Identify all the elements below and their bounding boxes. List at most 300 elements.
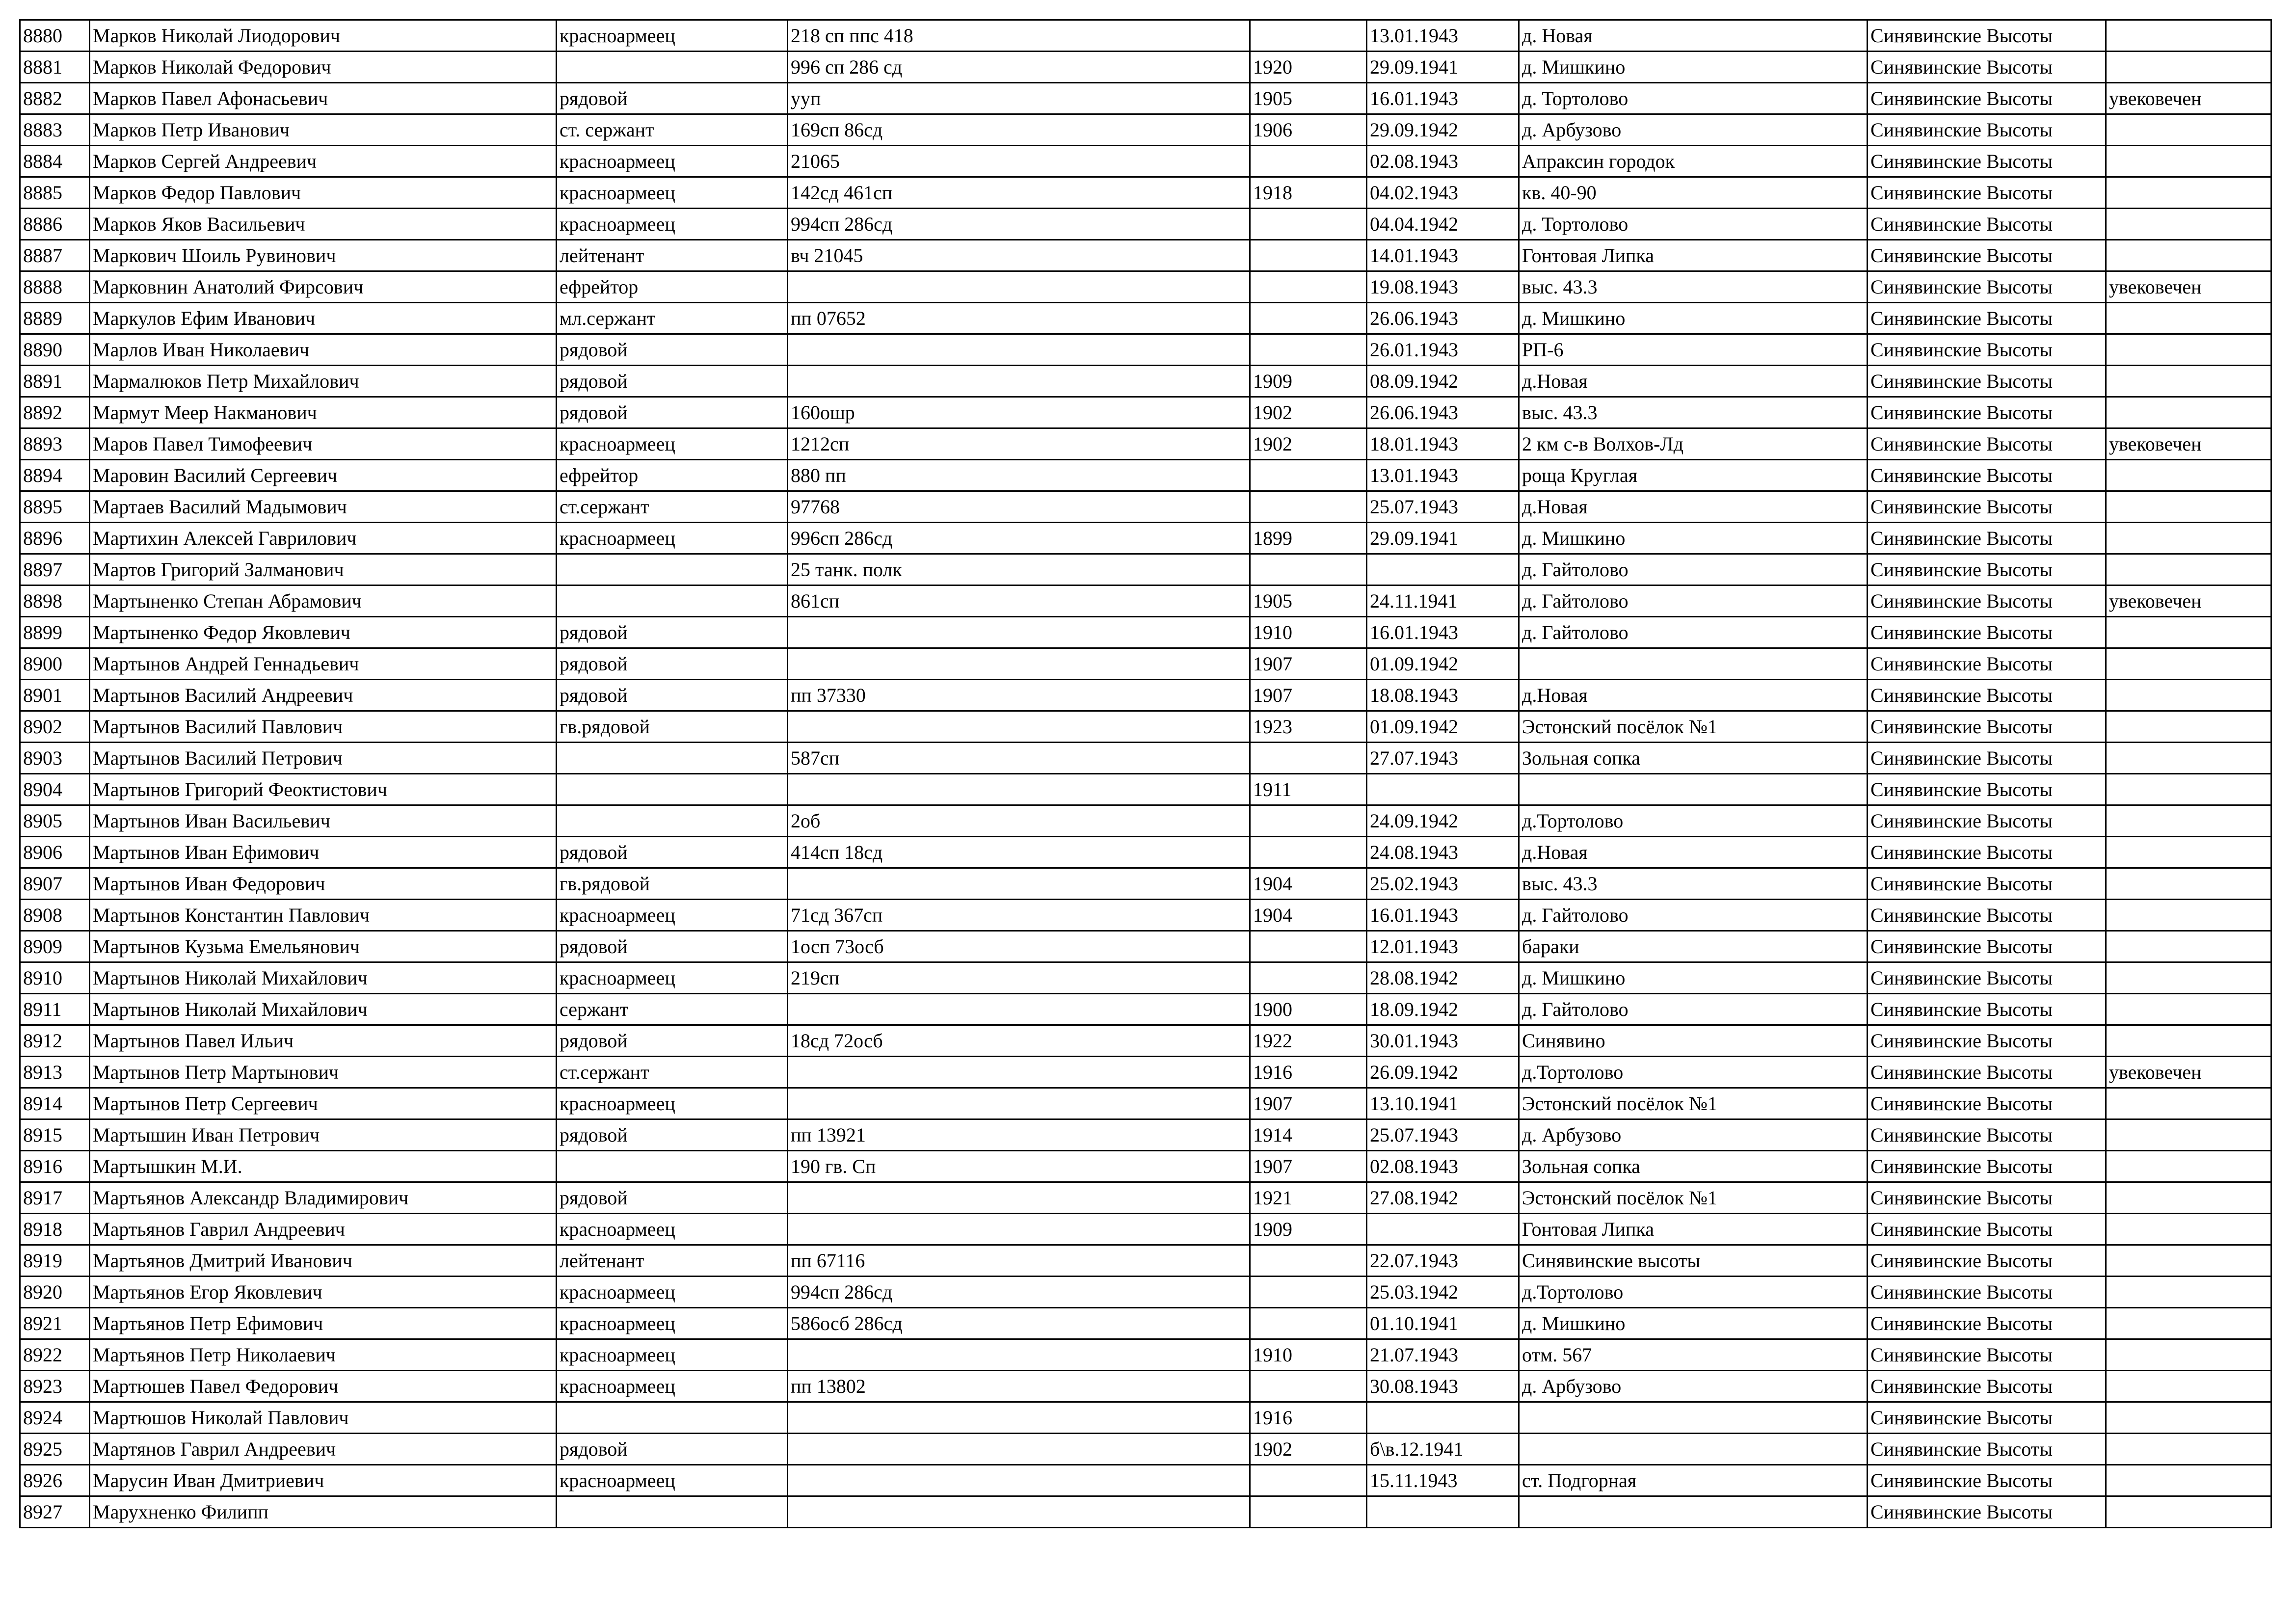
table-row <box>20 868 2271 900</box>
burial-place-cell: Синявинские Высоты <box>1868 900 2106 931</box>
memorial-note-cell: увековечен <box>2106 428 2271 460</box>
military-unit-cell <box>788 1088 1250 1119</box>
birth-year-cell: 1911 <box>1250 774 1367 805</box>
burial-place-cell: Синявинские Высоты <box>1868 1402 2106 1434</box>
birth-year-cell: 1902 <box>1250 1434 1367 1465</box>
burial-place-cell: Синявинские Высоты <box>1868 1057 2106 1088</box>
memorial-note-cell <box>2106 177 2271 209</box>
record-number-cell: 8899 <box>20 617 90 648</box>
military-rank-cell: лейтенант <box>557 240 788 271</box>
death-date-cell: 14.01.1943 <box>1367 240 1519 271</box>
death-place-cell: кв. 40-90 <box>1519 177 1868 209</box>
burial-place-cell: Синявинские Высоты <box>1868 743 2106 774</box>
burial-place-cell: Синявинские Высоты <box>1868 617 2106 648</box>
memorial-note-cell <box>2106 711 2271 743</box>
table-row <box>20 303 2271 334</box>
table-row <box>20 1465 2271 1496</box>
birth-year-cell <box>1250 1308 1367 1339</box>
military-rank-cell: гв.рядовой <box>557 711 788 743</box>
record-number-cell: 8891 <box>20 366 90 397</box>
table-row <box>20 1057 2271 1088</box>
death-date-cell: 02.08.1943 <box>1367 146 1519 177</box>
full-name-cell: Мармут Меер Накманович <box>90 397 557 428</box>
birth-year-cell: 1907 <box>1250 648 1367 680</box>
birth-year-cell: 1923 <box>1250 711 1367 743</box>
record-number-cell: 8913 <box>20 1057 90 1088</box>
record-number-cell: 8886 <box>20 209 90 240</box>
military-rank-cell: рядовой <box>557 397 788 428</box>
memorial-note-cell <box>2106 1119 2271 1151</box>
record-number-cell: 8917 <box>20 1182 90 1214</box>
military-unit-cell <box>788 366 1250 397</box>
military-rank-cell: красноармеец <box>557 1277 788 1308</box>
record-number-cell: 8901 <box>20 680 90 711</box>
military-unit-cell <box>788 1402 1250 1434</box>
full-name-cell: Марухненко Филипп <box>90 1496 557 1528</box>
birth-year-cell: 1907 <box>1250 680 1367 711</box>
table-row <box>20 743 2271 774</box>
table-row <box>20 774 2271 805</box>
memorial-note-cell <box>2106 460 2271 491</box>
memorial-note-cell <box>2106 523 2271 554</box>
death-date-cell: 27.07.1943 <box>1367 743 1519 774</box>
full-name-cell: Мартынов Андрей Геннадьевич <box>90 648 557 680</box>
memorial-note-cell <box>2106 334 2271 366</box>
death-place-cell: д.Новая <box>1519 680 1868 711</box>
military-unit-cell: пп 13921 <box>788 1119 1250 1151</box>
death-place-cell: Эстонский посёлок №1 <box>1519 711 1868 743</box>
death-date-cell <box>1367 554 1519 586</box>
death-place-cell: д. Мишкино <box>1519 962 1868 994</box>
military-unit-cell: 97768 <box>788 491 1250 523</box>
memorial-note-cell <box>2106 962 2271 994</box>
military-unit-cell: 1осп 73осб <box>788 931 1250 962</box>
birth-year-cell: 1920 <box>1250 52 1367 83</box>
military-rank-cell: рядовой <box>557 1025 788 1057</box>
roster-table <box>19 19 2272 1528</box>
birth-year-cell <box>1250 460 1367 491</box>
memorial-note-cell <box>2106 648 2271 680</box>
birth-year-cell: 1910 <box>1250 1339 1367 1371</box>
full-name-cell: Мартянов Гаврил Андреевич <box>90 1434 557 1465</box>
full-name-cell: Марков Павел Афонасьевич <box>90 83 557 114</box>
full-name-cell: Маркулов Ефим Иванович <box>90 303 557 334</box>
burial-place-cell: Синявинские Высоты <box>1868 397 2106 428</box>
burial-place-cell: Синявинские Высоты <box>1868 994 2106 1025</box>
full-name-cell: Мартьянов Петр Николаевич <box>90 1339 557 1371</box>
record-number-cell: 8926 <box>20 1465 90 1496</box>
military-unit-cell: 18сд 72осб <box>788 1025 1250 1057</box>
full-name-cell: Мармалюков Петр Михайлович <box>90 366 557 397</box>
record-number-cell: 8883 <box>20 114 90 146</box>
military-unit-cell: вч 21045 <box>788 240 1250 271</box>
military-rank-cell: красноармеец <box>557 1214 788 1245</box>
table-row <box>20 240 2271 271</box>
death-date-cell: 18.08.1943 <box>1367 680 1519 711</box>
death-date-cell <box>1367 1402 1519 1434</box>
record-number-cell: 8912 <box>20 1025 90 1057</box>
death-date-cell <box>1367 1214 1519 1245</box>
death-date-cell: 01.09.1942 <box>1367 711 1519 743</box>
death-date-cell: 24.11.1941 <box>1367 586 1519 617</box>
military-unit-cell: 586осб 286сд <box>788 1308 1250 1339</box>
memorial-note-cell <box>2106 52 2271 83</box>
death-date-cell: 24.09.1942 <box>1367 805 1519 837</box>
birth-year-cell: 1907 <box>1250 1088 1367 1119</box>
burial-place-cell: Синявинские Высоты <box>1868 114 2106 146</box>
record-number-cell: 8897 <box>20 554 90 586</box>
record-number-cell: 8911 <box>20 994 90 1025</box>
burial-place-cell: Синявинские Высоты <box>1868 1119 2106 1151</box>
military-rank-cell <box>557 774 788 805</box>
military-unit-cell: 25 танк. полк <box>788 554 1250 586</box>
burial-place-cell: Синявинские Высоты <box>1868 1277 2106 1308</box>
burial-place-cell: Синявинские Высоты <box>1868 711 2106 743</box>
memorial-note-cell <box>2106 209 2271 240</box>
burial-place-cell: Синявинские Высоты <box>1868 83 2106 114</box>
death-date-cell: 29.09.1941 <box>1367 52 1519 83</box>
military-rank-cell: красноармеец <box>557 146 788 177</box>
death-place-cell: д.Тортолово <box>1519 1277 1868 1308</box>
burial-place-cell: Синявинские Высоты <box>1868 1214 2106 1245</box>
record-number-cell: 8904 <box>20 774 90 805</box>
military-unit-cell <box>788 868 1250 900</box>
death-place-cell: д. Тортолово <box>1519 83 1868 114</box>
table-row <box>20 209 2271 240</box>
birth-year-cell: 1907 <box>1250 1151 1367 1182</box>
military-rank-cell: ефрейтор <box>557 460 788 491</box>
full-name-cell: Мартов Григорий Залманович <box>90 554 557 586</box>
table-row <box>20 1371 2271 1402</box>
military-rank-cell <box>557 743 788 774</box>
death-date-cell: 29.09.1942 <box>1367 114 1519 146</box>
birth-year-cell <box>1250 303 1367 334</box>
military-rank-cell: ст.сержант <box>557 1057 788 1088</box>
table-row <box>20 1402 2271 1434</box>
table-row <box>20 554 2271 586</box>
full-name-cell: Мартынов Василий Петрович <box>90 743 557 774</box>
memorial-note-cell: увековечен <box>2106 271 2271 303</box>
birth-year-cell: 1906 <box>1250 114 1367 146</box>
table-row <box>20 271 2271 303</box>
military-rank-cell: красноармеец <box>557 1088 788 1119</box>
death-place-cell: д. Мишкино <box>1519 303 1868 334</box>
death-place-cell: д.Тортолово <box>1519 1057 1868 1088</box>
record-number-cell: 8889 <box>20 303 90 334</box>
death-date-cell <box>1367 1496 1519 1528</box>
burial-place-cell: Синявинские Высоты <box>1868 1245 2106 1277</box>
birth-year-cell: 1905 <box>1250 83 1367 114</box>
memorial-note-cell <box>2106 1214 2271 1245</box>
table-row <box>20 1339 2271 1371</box>
memorial-note-cell <box>2106 1339 2271 1371</box>
roster-body <box>20 20 2271 1528</box>
death-date-cell: 25.02.1943 <box>1367 868 1519 900</box>
table-row <box>20 1214 2271 1245</box>
burial-place-cell: Синявинские Высоты <box>1868 1308 2106 1339</box>
record-number-cell: 8925 <box>20 1434 90 1465</box>
record-number-cell: 8903 <box>20 743 90 774</box>
military-rank-cell: красноармеец <box>557 177 788 209</box>
military-rank-cell: красноармеец <box>557 1339 788 1371</box>
military-unit-cell: пп 37330 <box>788 680 1250 711</box>
military-rank-cell: рядовой <box>557 366 788 397</box>
military-unit-cell: 142сд 461сп <box>788 177 1250 209</box>
death-date-cell: 25.07.1943 <box>1367 491 1519 523</box>
military-unit-cell <box>788 648 1250 680</box>
memorial-note-cell <box>2106 146 2271 177</box>
birth-year-cell: 1916 <box>1250 1402 1367 1434</box>
birth-year-cell: 1902 <box>1250 428 1367 460</box>
memorial-note-cell <box>2106 397 2271 428</box>
military-unit-cell: 880 пп <box>788 460 1250 491</box>
full-name-cell: Мартынов Николай Михайлович <box>90 994 557 1025</box>
full-name-cell: Мартаев Василий Мадымович <box>90 491 557 523</box>
death-place-cell: д. Арбузово <box>1519 114 1868 146</box>
death-date-cell: 01.10.1941 <box>1367 1308 1519 1339</box>
memorial-note-cell <box>2106 805 2271 837</box>
military-rank-cell: ефрейтор <box>557 271 788 303</box>
memorial-note-cell <box>2106 1371 2271 1402</box>
table-row <box>20 460 2271 491</box>
full-name-cell: Марусин Иван Дмитриевич <box>90 1465 557 1496</box>
military-rank-cell: красноармеец <box>557 1308 788 1339</box>
full-name-cell: Мартьянов Егор Яковлевич <box>90 1277 557 1308</box>
table-row <box>20 711 2271 743</box>
record-number-cell: 8896 <box>20 523 90 554</box>
death-place-cell: выс. 43.3 <box>1519 271 1868 303</box>
full-name-cell: Мартыненко Степан Абрамович <box>90 586 557 617</box>
death-place-cell: д. Новая <box>1519 20 1868 52</box>
military-rank-cell: рядовой <box>557 837 788 868</box>
birth-year-cell <box>1250 491 1367 523</box>
record-number-cell: 8918 <box>20 1214 90 1245</box>
full-name-cell: Марков Петр Иванович <box>90 114 557 146</box>
burial-place-cell: Синявинские Высоты <box>1868 1339 2106 1371</box>
memorial-note-cell <box>2106 743 2271 774</box>
death-date-cell: 02.08.1943 <box>1367 1151 1519 1182</box>
military-unit-cell <box>788 1434 1250 1465</box>
death-date-cell: б\в.12.1941 <box>1367 1434 1519 1465</box>
death-place-cell: д. Гайтолово <box>1519 900 1868 931</box>
full-name-cell: Мартынов Григорий Феоктистович <box>90 774 557 805</box>
death-place-cell: бараки <box>1519 931 1868 962</box>
burial-place-cell: Синявинские Высоты <box>1868 20 2106 52</box>
memorial-note-cell <box>2106 900 2271 931</box>
death-date-cell: 08.09.1942 <box>1367 366 1519 397</box>
full-name-cell: Мартынов Петр Сергеевич <box>90 1088 557 1119</box>
burial-place-cell: Синявинские Высоты <box>1868 177 2106 209</box>
birth-year-cell: 1909 <box>1250 1214 1367 1245</box>
birth-year-cell <box>1250 1496 1367 1528</box>
full-name-cell: Мартынов Николай Михайлович <box>90 962 557 994</box>
birth-year-cell <box>1250 554 1367 586</box>
death-date-cell: 24.08.1943 <box>1367 837 1519 868</box>
death-place-cell: д. Арбузово <box>1519 1371 1868 1402</box>
memorial-note-cell <box>2106 1308 2271 1339</box>
burial-place-cell: Синявинские Высоты <box>1868 303 2106 334</box>
death-place-cell: д.Тортолово <box>1519 805 1868 837</box>
death-place-cell: Синявинские высоты <box>1519 1245 1868 1277</box>
full-name-cell: Мартынов Иван Ефимович <box>90 837 557 868</box>
memorial-note-cell: увековечен <box>2106 1057 2271 1088</box>
burial-place-cell: Синявинские Высоты <box>1868 1434 2106 1465</box>
death-place-cell: Синявино <box>1519 1025 1868 1057</box>
record-number-cell: 8927 <box>20 1496 90 1528</box>
burial-place-cell: Синявинские Высоты <box>1868 428 2106 460</box>
birth-year-cell: 1916 <box>1250 1057 1367 1088</box>
death-place-cell: Эстонский посёлок №1 <box>1519 1182 1868 1214</box>
table-row <box>20 1496 2271 1528</box>
burial-place-cell: Синявинские Высоты <box>1868 931 2106 962</box>
death-date-cell: 29.09.1941 <box>1367 523 1519 554</box>
birth-year-cell: 1899 <box>1250 523 1367 554</box>
memorial-note-cell <box>2106 994 2271 1025</box>
record-number-cell: 8893 <box>20 428 90 460</box>
burial-place-cell: Синявинские Высоты <box>1868 491 2106 523</box>
birth-year-cell <box>1250 1465 1367 1496</box>
military-unit-cell <box>788 1465 1250 1496</box>
death-place-cell: выс. 43.3 <box>1519 397 1868 428</box>
full-name-cell: Мартюшев Павел Федорович <box>90 1371 557 1402</box>
military-unit-cell: 21065 <box>788 146 1250 177</box>
memorial-note-cell <box>2106 1496 2271 1528</box>
death-date-cell: 25.07.1943 <box>1367 1119 1519 1151</box>
record-number-cell: 8880 <box>20 20 90 52</box>
record-number-cell: 8919 <box>20 1245 90 1277</box>
table-row <box>20 1277 2271 1308</box>
death-date-cell: 04.02.1943 <box>1367 177 1519 209</box>
military-rank-cell: лейтенант <box>557 1245 788 1277</box>
death-date-cell: 21.07.1943 <box>1367 1339 1519 1371</box>
death-date-cell: 25.03.1942 <box>1367 1277 1519 1308</box>
military-rank-cell: красноармеец <box>557 20 788 52</box>
death-place-cell: д.Новая <box>1519 837 1868 868</box>
record-number-cell: 8895 <box>20 491 90 523</box>
death-place-cell: Гонтовая Липка <box>1519 240 1868 271</box>
record-number-cell: 8888 <box>20 271 90 303</box>
record-number-cell: 8884 <box>20 146 90 177</box>
birth-year-cell <box>1250 805 1367 837</box>
memorial-note-cell <box>2106 554 2271 586</box>
birth-year-cell <box>1250 1371 1367 1402</box>
memorial-note-cell <box>2106 1088 2271 1119</box>
birth-year-cell <box>1250 962 1367 994</box>
full-name-cell: Мартьянов Гаврил Андреевич <box>90 1214 557 1245</box>
military-rank-cell <box>557 586 788 617</box>
burial-place-cell: Синявинские Высоты <box>1868 1025 2106 1057</box>
record-number-cell: 8914 <box>20 1088 90 1119</box>
death-place-cell <box>1519 1496 1868 1528</box>
burial-place-cell: Синявинские Высоты <box>1868 805 2106 837</box>
memorial-note-cell <box>2106 20 2271 52</box>
military-unit-cell <box>788 711 1250 743</box>
birth-year-cell <box>1250 743 1367 774</box>
military-rank-cell: ст.сержант <box>557 491 788 523</box>
memorial-note-cell <box>2106 114 2271 146</box>
table-row <box>20 1434 2271 1465</box>
table-row <box>20 114 2271 146</box>
full-name-cell: Маровин Василий Сергеевич <box>90 460 557 491</box>
death-place-cell: выс. 43.3 <box>1519 868 1868 900</box>
death-place-cell: Гонтовая Липка <box>1519 1214 1868 1245</box>
table-row <box>20 523 2271 554</box>
record-number-cell: 8923 <box>20 1371 90 1402</box>
birth-year-cell <box>1250 1245 1367 1277</box>
military-rank-cell <box>557 52 788 83</box>
memorial-note-cell <box>2106 240 2271 271</box>
table-row <box>20 1119 2271 1151</box>
full-name-cell: Мартышкин М.И. <box>90 1151 557 1182</box>
burial-place-cell: Синявинские Высоты <box>1868 680 2106 711</box>
death-place-cell: ст. Подгорная <box>1519 1465 1868 1496</box>
military-unit-cell: 169сп 86сд <box>788 114 1250 146</box>
death-date-cell: 22.07.1943 <box>1367 1245 1519 1277</box>
memorial-note-cell <box>2106 366 2271 397</box>
table-row <box>20 428 2271 460</box>
death-place-cell: д. Гайтолово <box>1519 994 1868 1025</box>
death-date-cell: 19.08.1943 <box>1367 271 1519 303</box>
birth-year-cell: 1914 <box>1250 1119 1367 1151</box>
death-place-cell <box>1519 774 1868 805</box>
military-unit-cell: 160ошр <box>788 397 1250 428</box>
burial-place-cell: Синявинские Высоты <box>1868 460 2106 491</box>
military-rank-cell: рядовой <box>557 83 788 114</box>
full-name-cell: Марков Федор Павлович <box>90 177 557 209</box>
burial-place-cell: Синявинские Высоты <box>1868 146 2106 177</box>
burial-place-cell: Синявинские Высоты <box>1868 962 2106 994</box>
military-unit-cell: 218 сп ппс 418 <box>788 20 1250 52</box>
table-row <box>20 1182 2271 1214</box>
military-rank-cell: рядовой <box>557 1434 788 1465</box>
table-row <box>20 805 2271 837</box>
record-number-cell: 8907 <box>20 868 90 900</box>
birth-year-cell: 1910 <box>1250 617 1367 648</box>
military-unit-cell <box>788 1339 1250 1371</box>
burial-place-cell: Синявинские Высоты <box>1868 837 2106 868</box>
military-rank-cell: красноармеец <box>557 962 788 994</box>
record-number-cell: 8882 <box>20 83 90 114</box>
military-rank-cell <box>557 1496 788 1528</box>
death-place-cell: Эстонский посёлок №1 <box>1519 1088 1868 1119</box>
death-date-cell: 30.01.1943 <box>1367 1025 1519 1057</box>
military-unit-cell: пп 13802 <box>788 1371 1250 1402</box>
military-unit-cell: 71сд 367сп <box>788 900 1250 931</box>
full-name-cell: Мартынов Константин Павлович <box>90 900 557 931</box>
death-place-cell <box>1519 648 1868 680</box>
memorial-note-cell <box>2106 1402 2271 1434</box>
military-unit-cell: 190 гв. Сп <box>788 1151 1250 1182</box>
memorial-note-cell: увековечен <box>2106 586 2271 617</box>
military-unit-cell: 414сп 18сд <box>788 837 1250 868</box>
military-unit-cell: 994сп 286сд <box>788 209 1250 240</box>
military-rank-cell: рядовой <box>557 648 788 680</box>
record-number-cell: 8920 <box>20 1277 90 1308</box>
record-number-cell: 8900 <box>20 648 90 680</box>
table-row <box>20 931 2271 962</box>
death-place-cell: д. Мишкино <box>1519 523 1868 554</box>
memorial-note-cell <box>2106 680 2271 711</box>
full-name-cell: Марков Яков Васильевич <box>90 209 557 240</box>
full-name-cell: Марковнин Анатолий Фирсович <box>90 271 557 303</box>
military-unit-cell: 996 сп 286 сд <box>788 52 1250 83</box>
military-rank-cell: мл.сержант <box>557 303 788 334</box>
death-date-cell: 13.10.1941 <box>1367 1088 1519 1119</box>
memorial-note-cell <box>2106 1465 2271 1496</box>
table-row <box>20 1308 2271 1339</box>
table-row <box>20 177 2271 209</box>
military-unit-cell: 219сп <box>788 962 1250 994</box>
